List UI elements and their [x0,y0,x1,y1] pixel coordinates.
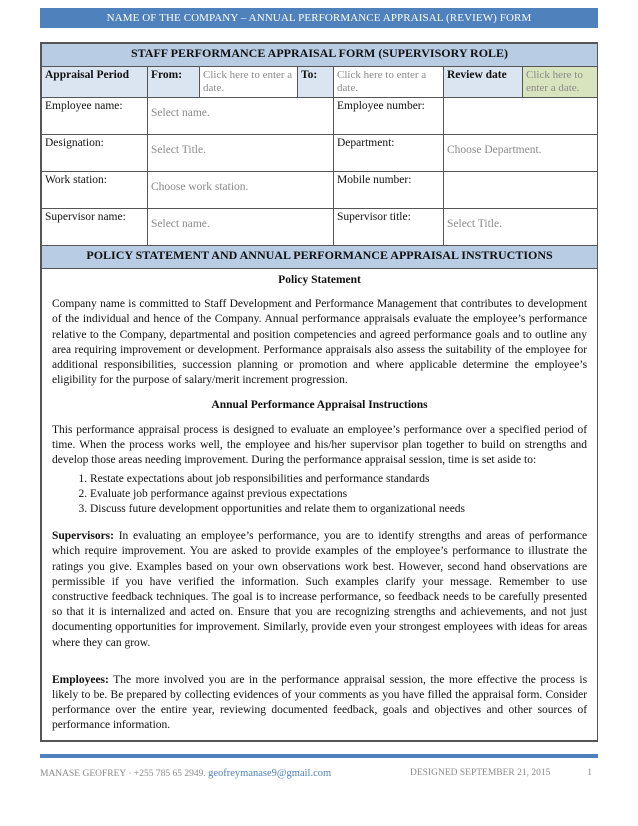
list-item: 1. Restate expectations about job responsibilities and performance standards [90,472,587,487]
appraisal-form [40,42,598,742]
to-label: To: [298,67,334,98]
supervisors-paragraph [52,529,587,651]
document-title: NAME OF THE COMPANY – ANNUAL PERFORMANCE APPRAISAL (REVIEW) FORM [106,12,532,24]
employees-label: Employees: [52,673,109,686]
footer-author: MANASE GEOFREY · +255 785 65 2949. [40,769,206,779]
designation-field[interactable]: Select Title. [148,135,334,172]
page-footer [40,768,598,779]
from-date-field[interactable]: Click here to enter a date. [200,67,298,98]
policy-body [42,269,598,741]
footer-designed-date: DESIGNED SEPTEMBER 21, 2015 [410,768,551,778]
instructions-list [52,472,587,517]
department-label: Department: [334,135,444,172]
supervisors-label: Supervisors: [52,530,114,543]
workstation-row [42,172,598,209]
list-item: 2. Evaluate job performance against previous expectations [90,487,587,502]
supervisor-name-field[interactable]: Select name. [148,209,334,246]
form-table [41,43,598,741]
employees-paragraph [52,673,587,734]
employee-number-label: Employee number: [334,98,444,135]
policy-text: Company name is committed to Staff Development and Performance Management that contributes to development of the individual and hence of the Company. Annual performance appraisals evaluate the employee’s performance relative to the Company, departmental and position competencies and agreed performance goals and to outline any area requiring improvement or development. Performance appraisals also assess the suitability of the employee for additional responsibilities, succession planning or promotion and where applicable determine the employee’s eligibility for the purpose of salary/merit increment progression. [52,298,588,387]
supervisor-title-label: Supervisor title: [334,209,444,246]
footer-email-link[interactable]: geofreymanase9@gmail.com [208,768,332,779]
mobile-field[interactable] [444,172,598,209]
department-field[interactable]: Choose Department. [444,135,598,172]
page-number: 1 [587,768,592,778]
section-title-staff-appraisal: STAFF PERFORMANCE APPRAISAL FORM (SUPERVISORY ROLE) [42,44,598,67]
mobile-label: Mobile number: [334,172,444,209]
employee-number-field[interactable] [444,98,598,135]
from-label: From: [148,67,200,98]
list-item: 3. Discuss future development opportunities and relate them to organizational needs [90,502,587,517]
to-date-field[interactable]: Click here to enter a date. [334,67,444,98]
policy-heading: Policy Statement [278,274,361,286]
designation-row [42,135,598,172]
supervisor-row [42,209,598,246]
employees-text: The more involved you are in the performance appraisal session, the more effective the process is likely to be. Be prepared by collecting evidences of your comments as you have filled the appraisal form. Consider performance over the entire year, reviewing documented feedback, goals and objectives and other sources of performance information. [52,673,588,732]
section-title-policy: POLICY STATEMENT AND ANNUAL PERFORMANCE APPRAISAL INSTRUCTIONS [42,246,598,269]
workstation-field[interactable]: Choose work station. [148,172,334,209]
appraisal-period-row [42,67,598,98]
employee-name-label: Employee name: [42,98,148,135]
review-date-field[interactable]: Click here to enter a date. [523,67,598,98]
supervisor-title-field[interactable]: Select Title. [444,209,598,246]
supervisor-name-label: Supervisor name: [42,209,148,246]
employee-row [42,98,598,135]
designation-label: Designation: [42,135,148,172]
appraisal-period-label: Appraisal Period [42,67,148,98]
instructions-text: This performance appraisal process is designed to evaluate an employee’s performance over a specified period of time. When the process works well, the employee and his/her supervisor plan together to build on strengths and develop those areas needing improvement. During the performance appraisal session, time is set aside to: [52,423,588,467]
workstation-label: Work station: [42,172,148,209]
footer-divider [40,754,598,758]
page-header [40,8,598,28]
review-date-label: Review date [444,67,523,98]
employee-name-field[interactable]: Select name. [148,98,334,135]
supervisors-text: In evaluating an employee’s performance, you are to identify strengths and areas of performance which require improvement. You are asked to provide examples of the employee’s performance to illustrate the ratings you give. Examples based on your own observations work best. However, second hand observations are permissible if you have verified the information. Such examples clarify your message. Remember to use constructive feedback techniques. The goal is to increase performance, so feedback needs to be carefully presented so that it is internalized and acted on. Ensure that you are recognizing strengths and achievements, and not just documenting opportunities for improvement. Similarly, provide even your strongest employees with ideas for areas where they can grow. [52,530,588,649]
instructions-heading: Annual Performance Appraisal Instructions [211,399,428,412]
